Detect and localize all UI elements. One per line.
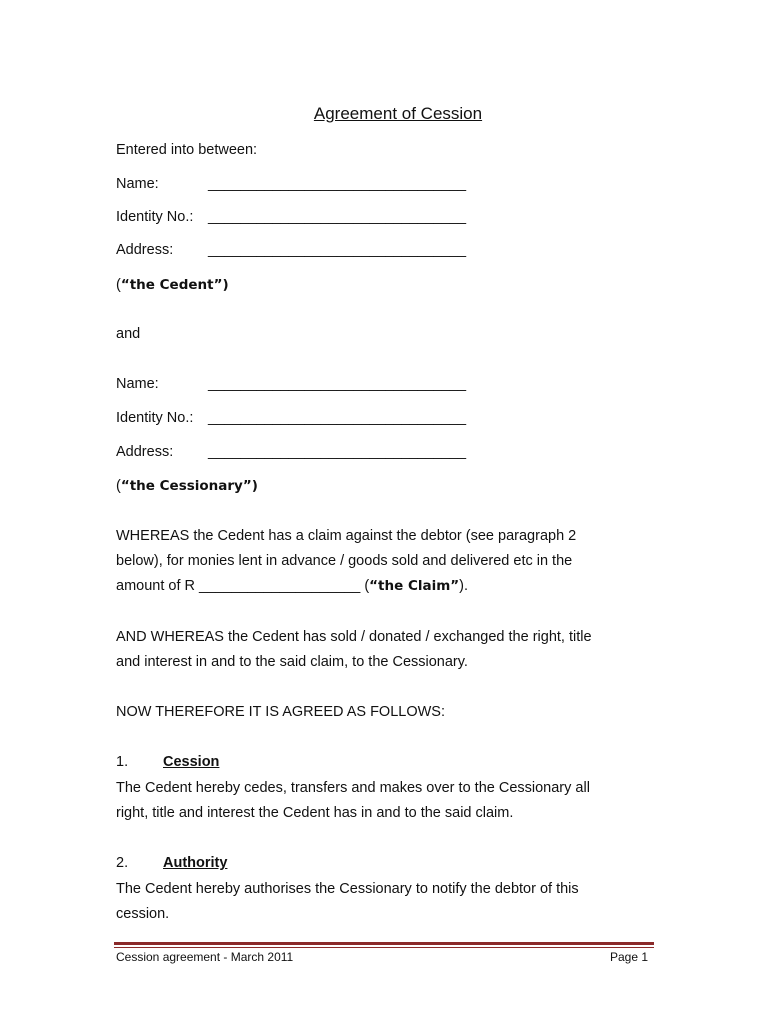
section-heading: Cession (163, 754, 220, 770)
party1-id-label: Identity No.: (116, 209, 194, 225)
party2-name-label: Name: (116, 376, 159, 392)
party2-id-blank: ________________________________ (208, 410, 467, 426)
party1-name-label: Name: (116, 176, 159, 192)
party1-id-blank: ________________________________ (208, 209, 467, 225)
and-whereas-line-2: and interest in and to the said claim, to the Cessionary. (116, 654, 468, 670)
section-heading: Authority (163, 855, 228, 871)
party1-address-label: Address: (116, 242, 174, 258)
intro-text: Entered into between: (116, 142, 258, 158)
party1-name-blank: ________________________________ (208, 176, 467, 192)
party1-address-blank: ________________________________ (208, 242, 467, 258)
party1-role-text: “the Cedent”) (120, 277, 229, 293)
claim-term: “the Claim” (369, 578, 460, 594)
and-text: and (116, 326, 141, 342)
document-title: Agreement of Cession (313, 104, 483, 123)
whereas-line-2: below), for monies lent in advance / goods sold and delivered etc in the (116, 553, 573, 569)
section-line-2: cession. (116, 906, 170, 922)
party2-role-open: ( (116, 478, 121, 494)
footer-page-number: Page 1 (610, 950, 649, 964)
section-line-2: right, title and interest the Cedent has in and to the said claim. (116, 805, 514, 821)
party2-role-text: “the Cessionary”) (120, 478, 258, 494)
party2-role (116, 476, 258, 496)
whereas-line-3-prefix: amount of R ____________________ ( (116, 578, 370, 594)
and-whereas-line-1: AND WHEREAS the Cedent has sold / donated / exchanged the right, title (116, 629, 592, 645)
party1-role (116, 275, 229, 295)
footer-rule-thick (114, 942, 654, 945)
party2-address-label: Address: (116, 444, 174, 460)
whereas-line-1: WHEREAS the Cedent has a claim against the debtor (see paragraph 2 (116, 528, 577, 544)
whereas-line-3 (116, 576, 468, 596)
party1-role-open: ( (116, 277, 121, 293)
section-number: 1. (116, 754, 129, 770)
section-number: 2. (116, 855, 129, 871)
section-line-1: The Cedent hereby authorises the Cessionary to notify the debtor of this (116, 881, 579, 897)
whereas-line-3-suffix: ). (459, 578, 469, 594)
party2-name-blank: ________________________________ (208, 376, 467, 392)
party2-id-label: Identity No.: (116, 410, 194, 426)
footer-document-label: Cession agreement - March 2011 (116, 950, 294, 964)
section-line-1: The Cedent hereby cedes, transfers and makes over to the Cessionary all (116, 780, 590, 796)
now-therefore-heading: NOW THEREFORE IT IS AGREED AS FOLLOWS: (116, 704, 445, 720)
footer-rule-thin (114, 947, 654, 948)
party2-address-blank: ________________________________ (208, 444, 467, 460)
